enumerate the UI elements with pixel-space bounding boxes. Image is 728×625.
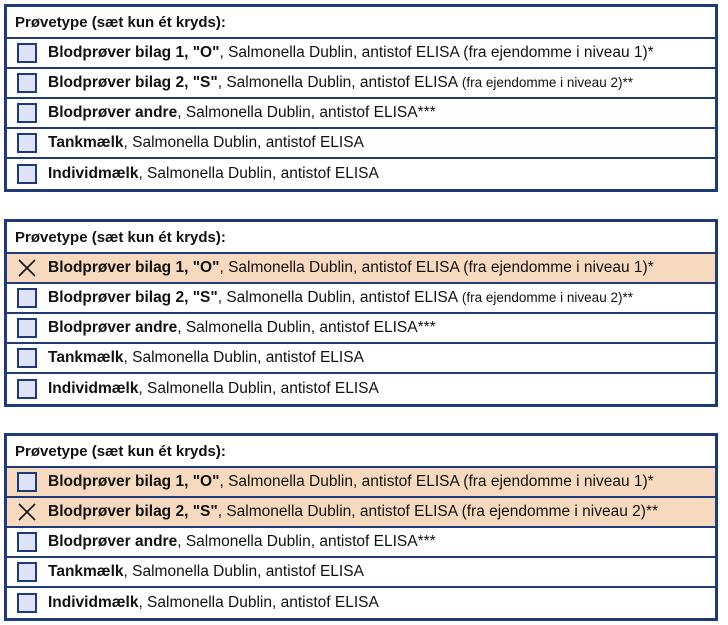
option-label: Blodprøver bilag 2, "S", Salmonella Dublin, antistof ELISA (fra ejendomme i niveau 2)** <box>48 289 633 306</box>
option-label: Tankmælk, Salmonella Dublin, antistof ELISA <box>48 563 364 580</box>
checkbox[interactable] <box>17 593 37 613</box>
option-label: Blodprøver bilag 1, "O", Salmonella Dublin, antistof ELISA (fra ejendomme i niveau 1)* <box>48 44 654 61</box>
checkbox[interactable] <box>17 103 37 123</box>
sample-type-panel-3 <box>4 433 718 621</box>
checkbox[interactable] <box>17 472 37 492</box>
checkbox[interactable] <box>17 562 37 582</box>
x-mark-icon <box>17 258 37 278</box>
option-label: Blodprøver andre, Salmonella Dublin, antistof ELISA*** <box>48 104 436 121</box>
option-row-blood-other[interactable] <box>7 314 715 344</box>
option-row-individual-milk[interactable] <box>7 159 715 189</box>
checkbox[interactable] <box>17 43 37 63</box>
option-label: Blodprøver bilag 1, "O", Salmonella Dublin, antistof ELISA (fra ejendomme i niveau 1)* <box>48 259 654 276</box>
option-row-blood-bilag-1[interactable] <box>7 254 715 284</box>
option-label: Blodprøver bilag 1, "O", Salmonella Dublin, antistof ELISA (fra ejendomme i niveau 1)* <box>48 473 654 490</box>
option-label: Individmælk, Salmonella Dublin, antistof ELISA <box>48 380 379 397</box>
option-row-tank-milk[interactable] <box>7 558 715 588</box>
checkbox[interactable] <box>17 288 37 308</box>
option-label: Blodprøver bilag 2, "S", Salmonella Dublin, antistof ELISA (fra ejendomme i niveau 2)** <box>48 74 633 91</box>
option-label: Tankmælk, Salmonella Dublin, antistof ELISA <box>48 134 364 151</box>
option-label: Individmælk, Salmonella Dublin, antistof ELISA <box>48 594 379 611</box>
checkbox[interactable] <box>17 73 37 93</box>
option-row-blood-bilag-1[interactable] <box>7 468 715 498</box>
checkbox[interactable] <box>17 532 37 552</box>
option-row-blood-bilag-2[interactable] <box>7 498 715 528</box>
checkbox[interactable] <box>17 318 37 338</box>
option-label: Blodprøver bilag 2, "S", Salmonella Dublin, antistof ELISA (fra ejendomme i niveau 2)** <box>48 503 658 520</box>
option-row-individual-milk[interactable] <box>7 374 715 404</box>
sample-type-panel-2 <box>4 219 718 407</box>
checkbox[interactable] <box>17 133 37 153</box>
option-row-blood-bilag-2[interactable] <box>7 284 715 314</box>
option-label: Blodprøver andre, Salmonella Dublin, antistof ELISA*** <box>48 533 436 550</box>
option-row-tank-milk[interactable] <box>7 129 715 159</box>
sample-type-panel-1 <box>4 4 718 192</box>
checkbox-checked[interactable] <box>17 502 37 522</box>
option-label: Tankmælk, Salmonella Dublin, antistof ELISA <box>48 349 364 366</box>
panel-title: Prøvetype (sæt kun ét kryds): <box>7 436 715 468</box>
option-row-blood-bilag-1[interactable] <box>7 39 715 69</box>
panel-title: Prøvetype (sæt kun ét kryds): <box>7 222 715 254</box>
checkbox[interactable] <box>17 164 37 184</box>
checkbox[interactable] <box>17 379 37 399</box>
option-row-blood-other[interactable] <box>7 528 715 558</box>
x-mark-icon <box>17 502 37 522</box>
option-row-tank-milk[interactable] <box>7 344 715 374</box>
option-row-blood-other[interactable] <box>7 99 715 129</box>
option-row-individual-milk[interactable] <box>7 588 715 618</box>
panel-title: Prøvetype (sæt kun ét kryds): <box>7 7 715 39</box>
option-label: Blodprøver andre, Salmonella Dublin, antistof ELISA*** <box>48 319 436 336</box>
checkbox[interactable] <box>17 348 37 368</box>
option-label: Individmælk, Salmonella Dublin, antistof ELISA <box>48 165 379 182</box>
checkbox-checked[interactable] <box>17 258 37 278</box>
option-row-blood-bilag-2[interactable] <box>7 69 715 99</box>
